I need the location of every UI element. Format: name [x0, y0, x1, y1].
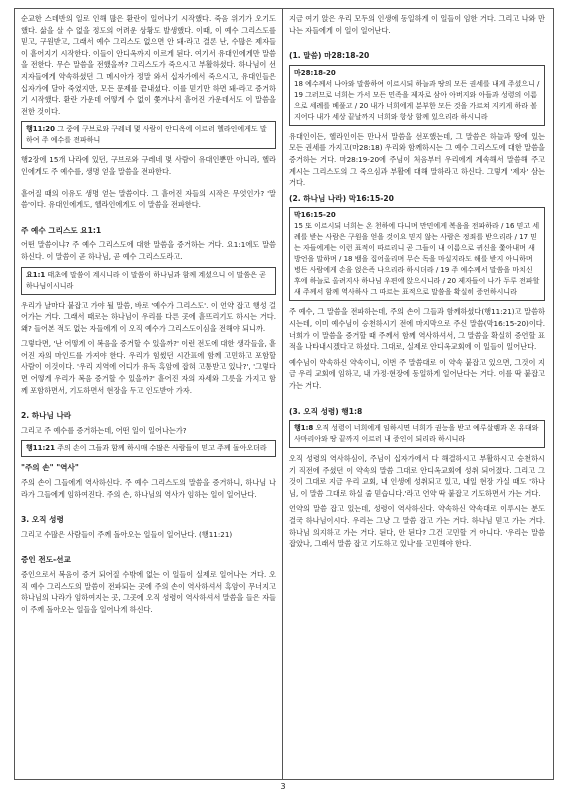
- paragraph: 주의 손이 그들에게 역사하신다. 주 예수 그리스도의 말씀을 증거하니, 하나님 나라가 그들에게 임하여진다. 주의 손, 하나님의 역사가 임하는 일이 일어난다.: [21, 478, 276, 499]
- section-heading: 주 예수 그리스도 요1:1: [21, 225, 102, 235]
- document-page: [14, 8, 554, 780]
- scripture-box: [21, 440, 276, 457]
- scripture-box: [21, 121, 276, 149]
- section-heading: (2. 하나님 나라) 막16:15-20: [289, 193, 394, 203]
- scripture-box: [289, 65, 545, 126]
- spacer: [289, 396, 545, 402]
- section-heading: 증인 전도-선교: [21, 555, 71, 565]
- spacer: [21, 504, 276, 510]
- paragraph: 주 예수, 그 말씀을 전파하는데, 주의 손이 그들과 함께하셨다(행11:21)고 말씀하시는데, 이미 예수님이 승천하시기 전에 마지막으로 주신 말씀(막16:15-20)이다. 너희가 이 말씀을 증거할 때 주께서 함께 역사하셔서, 그 말씀을 확실히 증언할 표적을 나타내시겠다고 하셨다. 그대로, 실제로 안디옥교회에 이 일들이 일어난다.: [289, 307, 545, 352]
- paragraph: 유대인이든, 헬라인이든 만나서 말씀을 선포했는데, 그 말씀은 하늘과 땅에 있는 모든 권세를 가지고(마28:18) 우리와 함께하시는 그 예수 그리스도에 대한 말씀을 증거하는 거다. 마28:19-20에 주님이 처음부터 우리에게 계속해서 말씀해 주고 계시는 그리스도의 그 죽으심과 부활에 대해 말하라고 하신다. 그렇게 '제자' 삼는 거다.: [289, 131, 545, 188]
- scripture-ref: 행11:20: [26, 125, 56, 134]
- paragraph: 증인으로서 복음이 증거 되어질 수밖에 없는 이 일들이 실제로 일어나는 거다. 오직 예수 그리스도의 말씀이 전파되는 곳에 주의 손이 역사하셔서 흑암이 무너지고 하나님의 나라가 임하여지는 곳, 그곳에 오직 성령이 역사하셔서 말씀을 들은 자들이 주께 돌아오는 일들을 일어나게 하신다.: [21, 570, 276, 614]
- paragraph: 오직 성령의 역사하심이, 주님이 십자가에서 다 해결하시고 부활하시고 승천하시기 직전에 주셨던 이 약속의 말씀 그대로 안디옥교회에 성취 되어졌다. 그리고 그것이 그대로 지금 우리 교회, 내 인생에 성취되고 있고, 내일 현장 가실 때도 '하나님, 이 말씀 그대로 하실 줄 믿습니다.'라고 언약 딱 붙잡고 기도하면서 가는 거다.: [289, 454, 545, 498]
- paragraph: 그리고 수많은 사람들이 주께 돌아오는 일들이 일어난다. (행11:21): [21, 529, 233, 539]
- paragraph: 행2장에 15개 나라에 있던, 구브로와 구레네 몇 사람이 유대인뿐만 아니라, 헬라인에게도 주 예수를, 생명 얻을 말씀을 전파한다.: [21, 155, 276, 176]
- section-heading: "주의 손" "역사": [21, 463, 79, 473]
- scripture-box: [21, 267, 276, 295]
- scripture-box: [289, 207, 545, 301]
- spacer: [21, 400, 276, 406]
- spacer: [289, 40, 545, 46]
- scripture-ref: 행1:8: [294, 424, 314, 433]
- section-heading: 2. 하나님 나라: [21, 411, 72, 421]
- right-column: [283, 9, 551, 779]
- left-column: [15, 9, 283, 779]
- scripture-text: 오직 성령이 너희에게 임하시면 너희가 권능을 받고 예루살렘과 온 유대와 사마리아와 땅 끝까지 이르러 내 증인이 되리라 하시니라: [294, 424, 539, 444]
- scripture-ref: 막16:15-20: [294, 211, 336, 220]
- spacer: [21, 544, 276, 550]
- paragraph: 예수님이 약속하신 약속이니, 이번 주 말씀대로 이 약속 붙잡고 있으면, 그것이 지금 우리 교회에 임하고, 내 가정·현장에 동일하게 일어난다는 거다. 이를 딱 붙잡고 가는 거다.: [289, 357, 545, 390]
- page-number: 3: [280, 782, 286, 791]
- section-heading: (3. 오직 성령) 행1:8: [289, 406, 363, 416]
- section-heading: 3. 오직 성령: [21, 515, 64, 525]
- paragraph: 지금 여기 앉은 우리 모두의 인생에 동일하게 이 일들이 임한 거다. 그리고 나와 만나는 자들에게 이 일이 일어난다.: [289, 14, 545, 35]
- scripture-text: 태초에 말씀이 계시니라 이 말씀이 하나님과 함께 계셨으니 이 말씀은 곧 하나님이시니라: [26, 270, 266, 290]
- section-heading: (1. 말씀) 마28:18-20: [289, 51, 370, 61]
- scripture-text: 18 예수께서 나아와 말씀하여 이르시되 하늘과 땅의 모든 권세를 내게 주셨으니 / 19 그러므로 너희는 가서 모든 민족을 제자로 삼아 아버지와 아들과 성령의 이름으로 세례를 베풀고 / 20 내가 너희에게 분부한 모든 것을 가르쳐 지키게 하라 볼지어다 내가 세상 끝날까지 너희와 항상 함께 있으리라 하시니라: [294, 79, 540, 121]
- paragraph: 그렇다면, '난 어떻게 이 복음을 증거할 수 있을까?' 이런 전도에 대한 생각들을, 흩어진 자의 마인드를 가져야 한다. 우리가 힘썼던 시간표에 함께 고민하고 포함할 사람이 이것이다. '우리 지역에 어디가 유독 흑암에 잡혀 고통받고 있나?', '그렇다면 어떻게 우리가 복음 증거할 수 있을까?' 흩어진 자의 자세와 그릇을 가지고 함께 포함하면서, 기도하면서 현장을 두고 인도받아 가자.: [21, 339, 276, 395]
- paragraph: 순교한 스데반의 일로 인해 많은 환란이 일어나기 시작했다. 죽음 위기가 오기도 했다. 삶을 살 수 없을 정도의 어려운 상황도 발생했다. 이때, 이 예수 그리스도를 믿고, 구원받고, 그래서 예수 그리스도 없으면 안 돼-라고 결론 난, 수많은 제자들이 흩어지기 시작한다. 이들이 안디옥까지 이르게 된다. 여기서 유대인에게만 말씀을 전한다. 무슨 말씀을 전했을까? 그리스도가 죽으시고 부활하셨다. 하나님이 선지자들에게 약속하셨던 그 메시아가 정말 와서 십자가에서 죽으시고, 유대인들은 십자가에 달아 죽였지만, 모든 문제를 끝내셨다. 이를 믿기만 하면 돼-라고 증거하기 시작했다. 환란 가운데 어떻게 수 없이 쫓겨나서 흩어진 가운데서도 이 말씀을 전한 것이다.: [21, 14, 276, 116]
- paragraph: 언약의 말씀 잡고 있는데, 성령이 역사하신다. 약속하신 약속대로 이루시는 분도 결국 하나님이시다. 우리는 그냥 그 말씀 잡고 가는 거다. 하나님 믿고 가는 거다. 하나님 의지하고 가는 거다. 된다, 안 된다? 그건 고민할 거 아니다. '우리는 말씀 잡았나, 그래서 말씀 잡고 기도하고 있나'를 고민해야 한다.: [289, 504, 545, 549]
- scripture-ref: 마28:18-20: [294, 68, 336, 77]
- paragraph: 어떤 말씀이냐? 주 예수 그리스도에 대한 말씀을 증거하는 거다. 요1:1에도 말씀하신다. 이 말씀이 곧 하나님, 곧 예수 그리스도라고.: [21, 240, 276, 261]
- scripture-box: [289, 420, 545, 448]
- paragraph: 그리고 주 예수를 증거하는데, 어떤 일이 일어나는가?: [21, 425, 187, 435]
- scripture-ref: 행11:21: [26, 444, 56, 453]
- spacer: [21, 215, 276, 221]
- scripture-ref: 요1:1: [26, 270, 46, 279]
- scripture-text: 그 중에 구브로와 구레네 몇 사람이 안디옥에 이르러 헬라인에게도 말하여 주 예수를 전파하니: [26, 125, 267, 145]
- paragraph: 우리가 날마다 붙잡고 가야 될 말씀, 바로 '예수가 그리스도'. 이 언약 잡고 행성 걸어가는 거다. 그래서 때로는 하나님이 우리를 다른 곳에 흩뜨리기도 하시는 거다. 왜? 들어본 적도 없는 자들에게 이 오직 예수가 그리스도이심을 전해야 되니까.: [21, 300, 276, 333]
- scripture-text: 주의 손이 그들과 함께 하시매 수많은 사람들이 믿고 주께 돌아오더라: [57, 444, 267, 453]
- paragraph: 흩어질 때의 이유도 생명 얻는 말씀이다. 그 흩어진 자들의 시작은 무엇인가? '말씀'이다. 유대인에게도, 헬라인에게도 이 말씀을 전파한다.: [21, 188, 276, 210]
- scripture-text: 15 또 이르시되 너희는 온 천하에 다니며 만민에게 복음을 전파하라 / 16 믿고 세례를 받는 사람은 구원을 얻을 것이요 믿지 않는 사람은 정죄를 받으리라 / 17 믿는 자들에게는 이런 표적이 따르리니 곧 그들이 내 이름으로 귀신을 쫓아내며 새 방언을 말하며 / 18 뱀을 집어올리며 무슨 독을 마실지라도 해를 받지 아니하며 병든 사람에게 손을 얹은즉 나으리라 하시더라 / 19 주 예수께서 말씀을 마치신 후에 하늘로 올려지사 하나님 우편에 앉으시니라 / 20 제자들이 나가 두루 전파할새 주께서 함께 역사하사 그 따르는 표적으로 말씀을 확실히 증언하시니라: [294, 222, 540, 297]
